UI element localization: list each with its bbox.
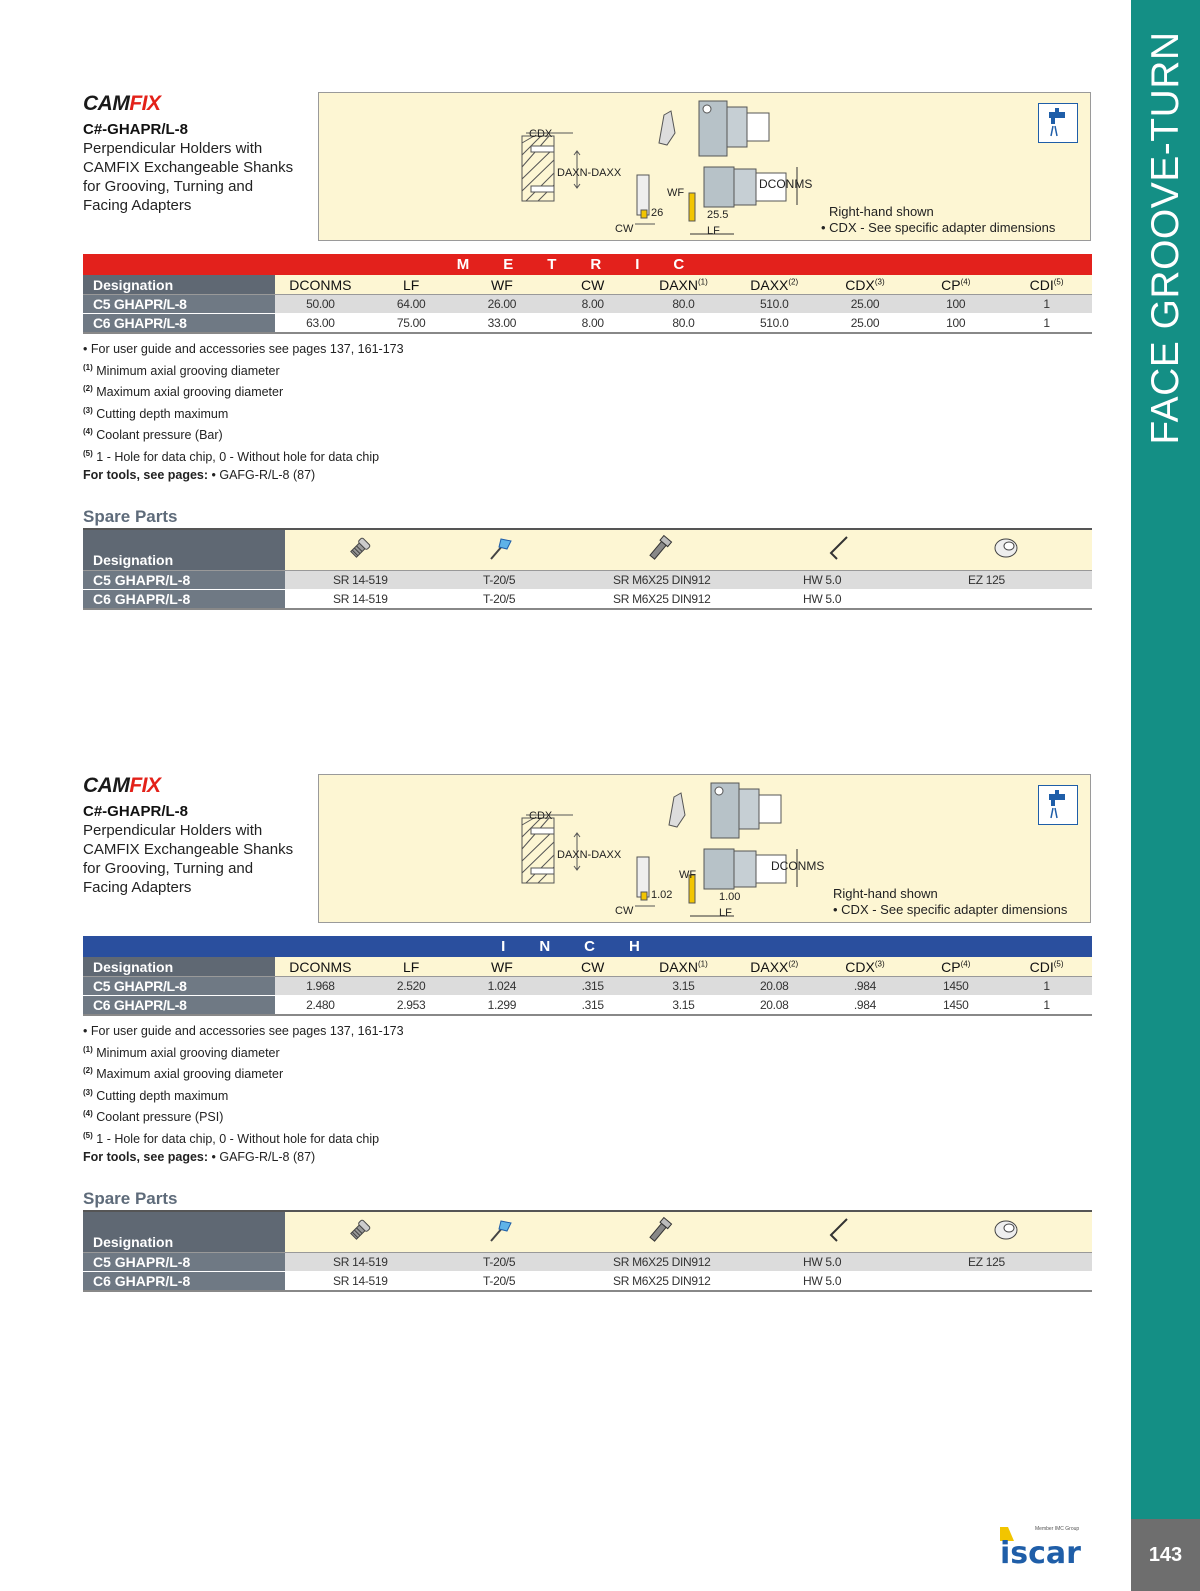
hex-key-icon [755,529,920,571]
table-row: C5 GHAPR/L-8 SR 14-519 T-20/5 SR M6X25 DIN912 HW 5.0 EZ 125 [83,1253,1092,1272]
note-right-hand: Right-hand shown [833,886,938,901]
table-row: C5 GHAPR/L-8 1.968 2.520 1.024 .315 3.15 20.08 .984 1450 1 [83,977,1092,996]
table-row: C6 GHAPR/L-8 SR 14-519 T-20/5 SR M6X25 DIN912 HW 5.0 [83,590,1092,610]
col-cp: CP$^{(4)}$ [910,275,1001,295]
col-lf: LF [366,957,457,977]
svg-text:LF: LF [707,225,720,237]
holder-sketch-top [711,783,781,838]
col-wf: WF [457,957,548,977]
inch-table [83,936,1092,1016]
col-cdi: CDI$^{(5)}$ [1001,957,1092,977]
spare-parts-table [83,1210,1092,1292]
col-daxn: DAXN$^{(1)}$ [638,957,729,977]
col-wf: WF [457,275,548,295]
spare-parts-table [83,528,1092,610]
svg-text:WF: WF [679,869,697,881]
holder-sketch-top [699,101,769,156]
table-row: C5 GHAPR/L-8 SR 14-519 T-20/5 SR M6X25 DIN912 HW 5.0 EZ 125 [83,571,1092,590]
spare-col-designation: Designation [83,529,285,571]
svg-text:DAXN-DAXX: DAXN-DAXX [557,849,622,861]
product-description: Perpendicular Holders with CAMFIX Exchangeable Shanks for Grooving, Turning and Facing Adapters [83,140,294,214]
svg-text:DCONMS: DCONMS [771,859,825,873]
camfix-brand: CAMFIX [83,774,161,797]
svg-text:DCONMS: DCONMS [759,177,813,191]
col-designation: Designation [83,275,275,295]
table-row: C6 GHAPR/L-8 2.480 2.953 1.299 .315 3.15 20.08 .984 1450 1 [83,996,1092,1016]
tool-diagram [318,774,1091,923]
spare-parts-title: Spare Parts [83,1189,178,1208]
sidebar-title-box [1131,0,1200,475]
svg-text:CW: CW [615,905,634,917]
col-designation: Designation [83,957,275,977]
col-cw: CW [547,957,638,977]
product-code: C#-GHAPR/L-8 [83,803,189,820]
bolt-icon [565,529,755,571]
coolant-tap-icon [1038,785,1078,825]
metric-table [83,254,1092,334]
unit-label: INCH [501,938,674,955]
svg-text:iscar: iscar [1000,1536,1081,1567]
svg-text:1.02: 1.02 [651,889,673,901]
spare-col-designation: Designation [83,1211,285,1253]
bolt-icon [565,1211,755,1253]
bushing-icon [920,529,1092,571]
table-row: C6 GHAPR/L-8 63.00 75.00 33.00 8.00 80.0 510.0 25.00 100 1 [83,314,1092,334]
bushing-icon [920,1211,1092,1253]
svg-text:DAXN-DAXX: DAXN-DAXX [557,167,622,179]
svg-text:LF: LF [719,907,732,919]
table-row: C6 GHAPR/L-8 SR 14-519 T-20/5 SR M6X25 DIN912 HW 5.0 [83,1272,1092,1292]
svg-text:CDX: CDX [529,810,553,822]
section-metric [83,92,1092,612]
col-cdi: CDI$^{(5)}$ [1001,275,1092,295]
spare-parts-title: Spare Parts [83,507,178,526]
col-daxx: DAXX$^{(2)}$ [729,957,820,977]
footnotes: • For user guide and accessories see pages 137, 161-173 $^{(1)}$ Minimum axial grooving diameter $^{(2)}$ Maximum axial grooving diameter $^{(3)}$ Cutting depth maximum $^{(4)}$ Coolant pressure (PSI) $^{(5)}$ 1 - Hole for data chip, 0 - Without hole for data chip For tools, see pages: • GAFG-R/L-8 (87) [83,1024,404,1164]
col-daxx: DAXX$^{(2)}$ [729,275,820,295]
col-dconms: DCONMS [275,275,366,295]
torx-key-icon [435,529,565,571]
page-number: 143 [1131,1519,1200,1591]
table-row: C5 GHAPR/L-8 50.00 64.00 26.00 8.00 80.0 510.0 25.00 100 1 [83,295,1092,314]
member-text: Member IMC Group [1035,1526,1080,1532]
col-daxn: DAXN$^{(1)}$ [638,275,729,295]
iscar-logo [1000,1527,1095,1567]
col-dconms: DCONMS [275,957,366,977]
svg-text:1.00: 1.00 [719,891,741,903]
camfix-brand: CAMFIX [83,92,161,115]
note-right-hand: Right-hand shown [829,204,934,219]
svg-text:CW: CW [615,223,634,235]
svg-text:25.5: 25.5 [707,209,729,221]
product-code: C#-GHAPR/L-8 [83,121,189,138]
section-inch [83,774,1092,1294]
torx-key-icon [435,1211,565,1253]
svg-text:WF: WF [667,187,685,199]
col-cw: CW [547,275,638,295]
col-cp: CP$^{(4)}$ [910,957,1001,977]
col-cdx: CDX$^{(3)}$ [820,275,911,295]
hex-key-icon [755,1211,920,1253]
col-lf: LF [366,275,457,295]
screw-icon [285,529,435,571]
unit-label: METRIC [456,256,719,273]
coolant-tap-icon [1038,103,1078,143]
note-cdx: • CDX - See specific adapter dimensions [821,220,1056,235]
tool-diagram [318,92,1091,241]
note-cdx: • CDX - See specific adapter dimensions [833,902,1068,917]
screw-icon [285,1211,435,1253]
product-description: Perpendicular Holders with CAMFIX Exchangeable Shanks for Grooving, Turning and Facing Adapters [83,822,294,896]
sidebar-title: FACE GROOVE-TURN [1143,30,1187,445]
col-cdx: CDX$^{(3)}$ [820,957,911,977]
svg-text:26: 26 [651,207,664,219]
svg-text:CDX: CDX [529,128,553,140]
footnotes: • For user guide and accessories see pages 137, 161-173 $^{(1)}$ Minimum axial grooving diameter $^{(2)}$ Maximum axial grooving diameter $^{(3)}$ Cutting depth maximum $^{(4)}$ Coolant pressure (Bar) $^{(5)}$ 1 - Hole for data chip, 0 - Without hole for data chip For tools, see pages: • GAFG-R/L-8 (87) [83,342,404,482]
